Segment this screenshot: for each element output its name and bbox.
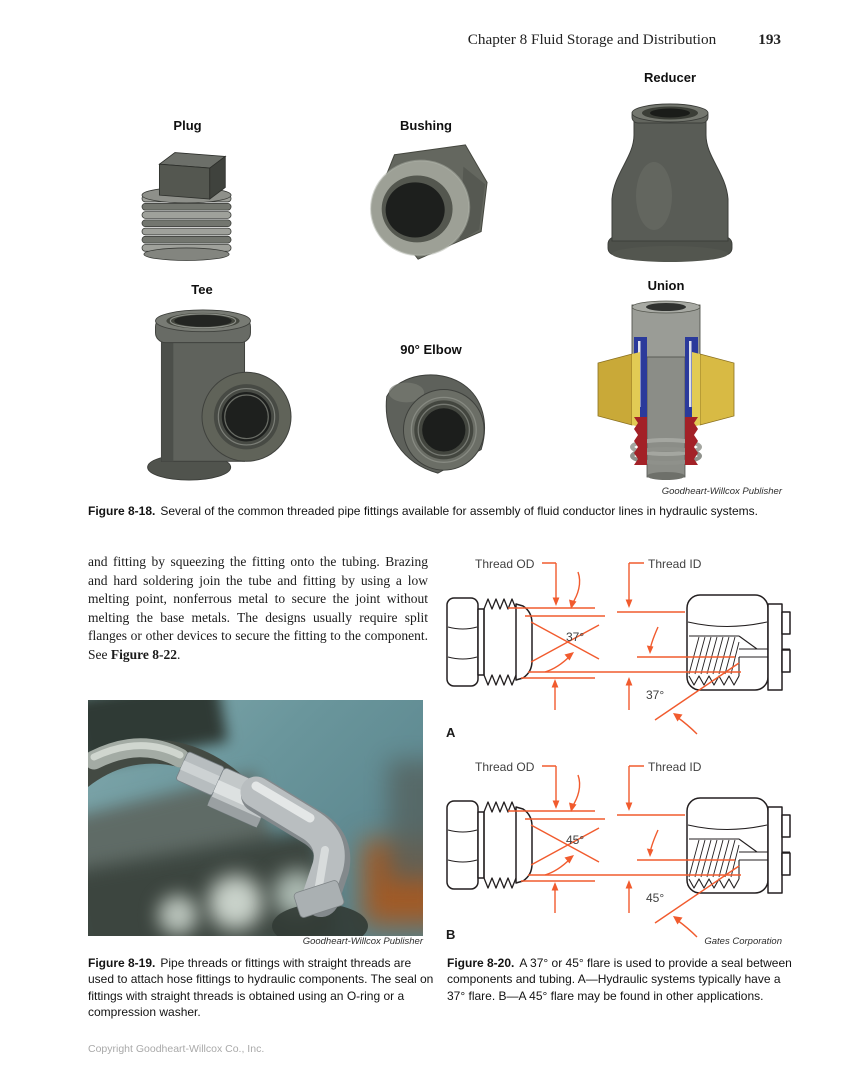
reducer-image <box>598 91 742 269</box>
fitting-card-elbow <box>368 342 494 481</box>
body-text-after: . <box>177 646 181 662</box>
bushing-image <box>360 139 492 269</box>
union-image <box>590 299 742 481</box>
fig19-caption-number: Figure 8-19. <box>88 956 156 970</box>
fig18-caption <box>88 503 848 519</box>
fig20-caption <box>447 955 799 1004</box>
fig19-credit: Goodheart-Willcox Publisher <box>302 936 423 947</box>
thread-id-label: Thread ID <box>648 760 702 774</box>
fig20-caption-number: Figure 8-20. <box>447 956 515 970</box>
page-number: 193 <box>758 31 781 48</box>
hose-fitting-image <box>88 700 423 936</box>
thread-od-label: Thread OD <box>475 760 535 774</box>
fitting-card-tee <box>112 282 292 491</box>
fitting-card-union <box>590 278 742 481</box>
fitting-label-tee: Tee <box>191 282 213 297</box>
flare-angle-female: 37° <box>646 688 665 702</box>
thread-id-label: Thread ID <box>648 557 702 571</box>
body-paragraph <box>88 553 428 665</box>
body-text-before: and fitting by squeezing the fitting onto the tubing. Brazing and hard soldering join the tube and fitting by using a low melting point, nonferrous metal to secure the joint without melting the base metals. The designs usually require split flanges or other devices to secure the fitting to the component. See <box>88 554 428 662</box>
fig18-caption-text: Several of the common threaded pipe fittings available for assembly of fluid conductor lines in hydraulic systems. <box>160 504 758 518</box>
elbow-image <box>368 363 494 481</box>
fitting-label-elbow: 90° Elbow <box>400 342 462 357</box>
fitting-label-reducer: Reducer <box>643 70 697 85</box>
chapter-title: Chapter 8 Fluid Storage and Distribution <box>467 31 717 48</box>
diagram-letter-a: A <box>446 725 456 740</box>
flare-diagram-a <box>445 552 845 747</box>
fitting-label-bushing: Bushing <box>400 118 452 133</box>
page-header <box>88 31 781 49</box>
flare-angle-female: 45° <box>646 891 665 905</box>
flare-angle-male: 45° <box>566 833 585 847</box>
flare-diagram-b <box>445 755 845 950</box>
fitting-card-plug <box>130 118 245 261</box>
fig20-credit: Gates Corporation <box>704 936 782 947</box>
plug-image <box>130 139 245 261</box>
figure-reference: Figure 8-22 <box>110 646 177 662</box>
fig20-caption-text: A 37° or 45° flare is used to provide a seal between components and tubing. A—Hydraulic systems typically have a 37° flare. B—A 45° flare may be found in other applications. <box>447 956 792 1003</box>
footer-copyright: Copyright Goodheart-Willcox Co., Inc. <box>88 1043 265 1055</box>
fitting-card-bushing <box>360 118 492 269</box>
diagram-letter-b: B <box>446 927 456 942</box>
fig19-caption <box>88 955 440 1020</box>
thread-od-label: Thread OD <box>475 557 535 571</box>
fig18-caption-number: Figure 8-18. <box>88 504 156 518</box>
flare-angle-male: 37° <box>566 630 585 644</box>
fig19-photo <box>88 700 423 936</box>
fitting-label-union: Union <box>647 278 685 293</box>
tee-image <box>112 303 292 491</box>
fig19-caption-text: Pipe threads or fittings with straight threads are used to attach hose fittings to hydraulic components. The seal on fittings with straight threads is obtained using an O-ring or a compression washer. <box>88 956 434 1019</box>
fitting-label-plug: Plug <box>173 118 202 133</box>
fitting-card-reducer <box>598 70 742 269</box>
fig18-credit: Goodheart-Willcox Publisher <box>661 486 782 497</box>
